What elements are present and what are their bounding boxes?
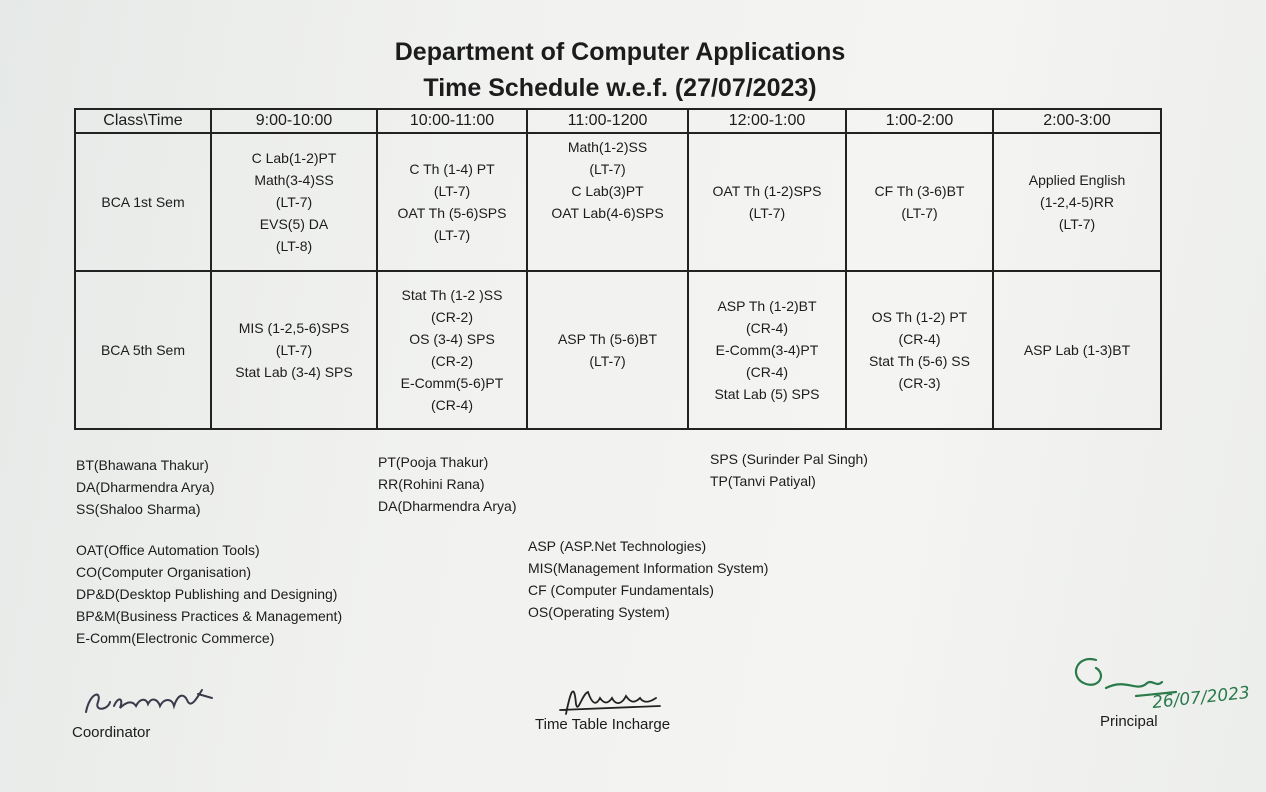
class-name-cell: BCA 5th Sem xyxy=(75,271,211,429)
cell-line: Applied English xyxy=(1028,172,1126,188)
cell-line: E-Comm(5-6)PT xyxy=(400,375,504,391)
class-name-cell: BCA 1st Sem xyxy=(75,133,211,271)
legend-item: RR(Rohini Rana) xyxy=(378,476,485,492)
schedule-cell xyxy=(993,133,1161,271)
schedule-cell xyxy=(527,133,688,271)
legend-item: OAT(Office Automation Tools) xyxy=(76,542,260,558)
cell-line: (LT-7) xyxy=(1058,216,1096,232)
legend-item: DA(Dharmendra Arya) xyxy=(76,479,215,495)
cell-line: (CR-3) xyxy=(898,375,941,391)
cell-line: (CR-2) xyxy=(431,353,473,369)
legend-item: E-Comm(Electronic Commerce) xyxy=(76,630,275,646)
timetable xyxy=(74,108,1162,430)
coordinator-label: Coordinator xyxy=(72,724,151,741)
column-header: 11:00-1200 xyxy=(527,109,688,133)
cell-line: (LT-7) xyxy=(589,161,626,177)
cell-line: OAT Th (5-6)SPS xyxy=(397,205,507,221)
schedule-cell xyxy=(846,271,993,429)
legend-item: SPS (Surinder Pal Singh) xyxy=(710,451,868,467)
cell-line: (1-2,4-5)RR xyxy=(1040,194,1114,210)
cell-line: Math(1-2)SS xyxy=(567,139,648,155)
column-header: 12:00-1:00 xyxy=(688,109,846,133)
teacher-legend-col1 xyxy=(76,454,215,520)
legend-item: PT(Pooja Thakur) xyxy=(378,454,489,470)
cell-line: MIS (1-2,5-6)SPS xyxy=(238,320,350,336)
cell-line: OAT Th (1-2)SPS xyxy=(712,183,822,199)
incharge-signature xyxy=(556,674,666,720)
schedule-cell xyxy=(211,133,377,271)
schedule-cell xyxy=(527,271,688,429)
cell-line: (LT-7) xyxy=(433,183,471,199)
cell-line: (LT-7) xyxy=(589,353,626,369)
cell-line: ASP Lab (1-3)BT xyxy=(1023,342,1131,358)
cell-line: (CR-4) xyxy=(431,397,473,413)
cell-line: (LT-7) xyxy=(433,227,471,243)
cell-line: EVS(5) DA xyxy=(259,216,329,232)
table-row xyxy=(75,271,1161,429)
coordinator-signature xyxy=(80,672,230,722)
cell-line: OAT Lab(4-6)SPS xyxy=(551,205,664,221)
principal-label: Principal xyxy=(1100,713,1158,730)
cell-line: C Lab(3)PT xyxy=(571,183,644,199)
cell-line: (CR-4) xyxy=(898,331,941,347)
department-title: Department of Computer Applications xyxy=(394,38,846,66)
schedule-cell xyxy=(377,133,527,271)
cell-line: (CR-4) xyxy=(746,320,788,336)
column-header: Class\Time xyxy=(75,109,211,133)
cell-line: (LT-7) xyxy=(748,205,786,221)
legend-item: BP&M(Business Practices & Management) xyxy=(76,608,343,624)
table-row xyxy=(75,133,1161,271)
cell-line: (CR-4) xyxy=(746,364,788,380)
cell-line: Stat Th (1-2 )SS xyxy=(401,287,503,303)
cell-line: CF Th (3-6)BT xyxy=(874,183,965,199)
legend-item: CO(Computer Organisation) xyxy=(76,564,252,580)
cell-line: C Th (1-4) PT xyxy=(409,161,495,177)
teacher-legend-col2 xyxy=(378,451,517,517)
principal-date: 26/07/2023 xyxy=(1151,682,1251,714)
teacher-legend-col3 xyxy=(710,448,868,492)
column-header: 1:00-2:00 xyxy=(846,109,993,133)
cell-line: E-Comm(3-4)PT xyxy=(715,342,819,358)
header-row xyxy=(75,109,1161,133)
cell-line: (LT-7) xyxy=(901,205,938,221)
schedule-cell xyxy=(688,271,846,429)
subject-legend-col1 xyxy=(76,539,342,649)
legend-item: MIS(Management Information System) xyxy=(528,560,769,576)
cell-line: Stat Th (5-6) SS xyxy=(869,353,970,369)
cell-line: ASP Th (1-2)BT xyxy=(717,298,817,314)
schedule-cell xyxy=(688,133,846,271)
legend-item: BT(Bhawana Thakur) xyxy=(76,457,209,473)
column-header: 10:00-11:00 xyxy=(377,109,527,133)
incharge-label: Time Table Incharge xyxy=(535,716,671,733)
cell-line: Math(3-4)SS xyxy=(254,172,334,188)
legend-item: ASP (ASP.Net Technologies) xyxy=(528,538,707,554)
cell-line: Stat Lab (5) SPS xyxy=(714,386,820,402)
schedule-cell xyxy=(993,271,1161,429)
cell-line: C Lab(1-2)PT xyxy=(251,150,337,166)
cell-line: (CR-2) xyxy=(431,309,473,325)
legend-item: TP(Tanvi Patiyal) xyxy=(710,473,816,489)
subject-legend-col2 xyxy=(528,535,768,623)
schedule-cell xyxy=(377,271,527,429)
schedule-cell xyxy=(846,133,993,271)
cell-line: OS (3-4) SPS xyxy=(409,331,495,347)
column-header: 2:00-3:00 xyxy=(993,109,1161,133)
cell-line: Stat Lab (3-4) SPS xyxy=(235,364,353,380)
schedule-cell xyxy=(211,271,377,429)
column-header: 9:00-10:00 xyxy=(211,109,377,133)
cell-line: (LT-7) xyxy=(275,342,313,358)
legend-item: DA(Dharmendra Arya) xyxy=(378,498,517,514)
legend-item: OS(Operating System) xyxy=(528,604,670,620)
legend-item: SS(Shaloo Sharma) xyxy=(76,501,201,517)
cell-line: (LT-8) xyxy=(275,238,313,254)
legend-item: CF (Computer Fundamentals) xyxy=(528,582,714,598)
cell-line: ASP Th (5-6)BT xyxy=(557,331,658,347)
legend-item: DP&D(Desktop Publishing and Designing) xyxy=(76,586,338,602)
cell-line: (LT-7) xyxy=(275,194,313,210)
schedule-title: Time Schedule w.e.f. (27/07/2023) xyxy=(423,74,817,102)
cell-line: OS Th (1-2) PT xyxy=(871,309,968,325)
